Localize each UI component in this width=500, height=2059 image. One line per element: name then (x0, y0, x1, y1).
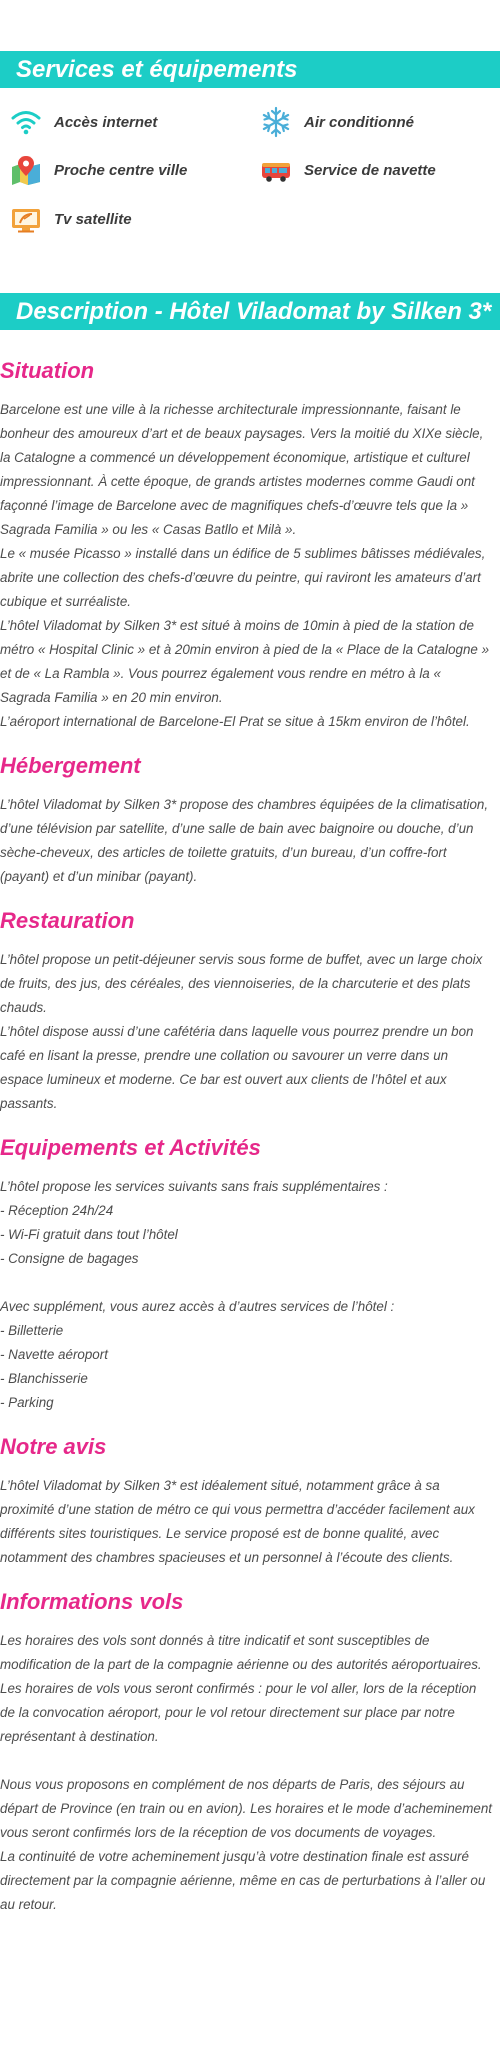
description-content (0, 345, 494, 1934)
map-pin-icon (10, 154, 42, 186)
section-body (0, 398, 494, 734)
satellite-tv-icon (10, 203, 42, 235)
free-service-item: - Wi-Fi gratuit dans tout l’hôtel (0, 1227, 178, 1242)
service-item-internet (10, 105, 157, 139)
paragraph-line: L’hôtel propose un petit-déjeuner servis sous forme de buffet, avec un large choix de fruits, des jus, des céréales, des viennoiseries, de la charcuterie et des plats chauds. (0, 952, 483, 1015)
section-situation (0, 356, 494, 734)
section-body (0, 1175, 494, 1415)
paragraph-line: Le « musée Picasso » installé dans un édifice de 5 sublimes bâtisses médiévales, abrite une collection des chefs-d’œuvre du peintre, qui raviront les amateurs d’art cubique et surréaliste. (0, 546, 486, 609)
snowflake-icon (260, 106, 292, 138)
spacer (0, 1749, 494, 1773)
paragraph-line: Les horaires de vols vous seront confirmés : pour le vol aller, lors de la réception de la convocation aéroport, pour le vol retour directement sur place par notre représentant à destination. (0, 1681, 477, 1744)
section-equipements (0, 1133, 494, 1415)
paragraph-line: L’hôtel Viladomat by Silken 3* est idéalement situé, notamment grâce à sa proximité d’une station de métro ce qui vous permettra d’accéder facilement aux différents sites touristiques. Le service proposé est de bonne qualité, avec notamment des chambres spacieuses et un personnel à l’écoute des clients. (0, 1478, 475, 1565)
paid-service-item: - Blanchisserie (0, 1371, 88, 1386)
services-section-title: Services et équipements (0, 51, 500, 88)
service-label: Air conditionné (304, 113, 414, 131)
section-heading: Situation (0, 358, 95, 383)
free-service-item: - Consigne de bagages (0, 1251, 139, 1266)
description-section-title: Description - Hôtel Viladomat by Silken 3* (0, 293, 500, 330)
paragraph-line: Barcelone est une ville à la richesse architecturale impressionnante, faisant le bonheur des amoureux d’art et de beaux paysages. Vers la moitié du XIXe siècle, la Catalogne a commencé un développement économique, artistique et culturel impressionnant. À cette époque, de grands artistes modernes comme Gaudi ont façonné l’image de Barcelone avec de magnifiques chefs-d’œuvre tels que la » Sagrada Familia » ou les « Casas Batllo et Milà ». (0, 402, 484, 537)
paragraph-line: L’aéroport international de Barcelone-El Prat se situe à 15km environ de l’hôtel. (0, 714, 470, 729)
paragraph-line: La continuité de votre acheminement jusqu’à votre destination finale est assuré directement par la compagnie aérienne, même en cas de perturbations à l’aller ou au retour. (0, 1849, 486, 1912)
spacer (0, 1271, 494, 1295)
section-heading: Informations vols (0, 1589, 184, 1614)
section-vols (0, 1587, 494, 1917)
service-item-satellite-tv (10, 202, 132, 236)
service-item-shuttle (260, 153, 436, 187)
service-label: Accès internet (54, 113, 158, 131)
free-service-item: - Réception 24h/24 (0, 1203, 114, 1218)
paragraph-line: Les horaires des vols sont donnés à titre indicatif et sont susceptibles de modification de la part de la compagnie aérienne ou des autorités aéroportuaires. (0, 1633, 482, 1672)
section-heading: Equipements et Activités (0, 1135, 261, 1160)
section-hebergement (0, 751, 494, 889)
services-grid (10, 105, 500, 235)
paid-services-intro: Avec supplément, vous aurez accès à d’autres services de l’hôtel : (0, 1299, 395, 1314)
section-restauration (0, 906, 494, 1116)
paid-service-item: - Navette aéroport (0, 1347, 108, 1362)
service-item-air-conditioning (260, 105, 414, 139)
service-label: Service de navette (304, 161, 436, 179)
wifi-icon (10, 106, 42, 138)
paid-service-item: - Parking (0, 1395, 54, 1410)
section-body (0, 1474, 494, 1570)
paragraph-line: L’hôtel Viladomat by Silken 3* est situé à moins de 10min à pied de la station de métro « Hospital Clinic » et à 20min environ à pied de la « Place de la Catalogne » et de « La Rambla ». Vous pourrez également vous rendre en métro à la « Sagrada Familia » en 20 min environ. (0, 618, 490, 705)
section-avis (0, 1432, 494, 1570)
section-body (0, 1629, 494, 1917)
section-heading: Restauration (0, 908, 135, 933)
free-services-intro: L’hôtel propose les services suivants sans frais supplémentaires : (0, 1179, 388, 1194)
section-body (0, 948, 494, 1116)
section-body (0, 793, 494, 889)
paragraph-line: Nous vous proposons en complément de nos départs de Paris, des séjours au départ de Province (en train ou en avion). Les horaires et le mode d’acheminement vous seront confirmés lors de la réception de vos documents de voyages. (0, 1777, 493, 1840)
paid-service-item: - Billetterie (0, 1323, 64, 1338)
service-item-city-center (10, 153, 187, 187)
service-label: Proche centre ville (54, 161, 188, 179)
section-heading: Notre avis (0, 1434, 107, 1459)
section-heading: Hébergement (0, 753, 141, 778)
service-label: Tv satellite (54, 210, 132, 228)
paragraph-line: L’hôtel Viladomat by Silken 3* propose des chambres équipées de la climatisation, d’une télévision par satellite, d’une salle de bain avec baignoire ou douche, d’un sèche-cheveux, des articles de toilette gratuits, d’un bureau, d’un coffre-fort (payant) et d’un minibar (payant). (0, 797, 489, 884)
shuttle-bus-icon (260, 154, 292, 186)
paragraph-line: L’hôtel dispose aussi d’une cafétéria dans laquelle vous pourrez prendre un bon café en lisant la presse, prendre une collation ou savourer un verre dans un espace lumineux et moderne. Ce bar est ouvert aux clients de l’hôtel et aux passants. (0, 1024, 474, 1111)
